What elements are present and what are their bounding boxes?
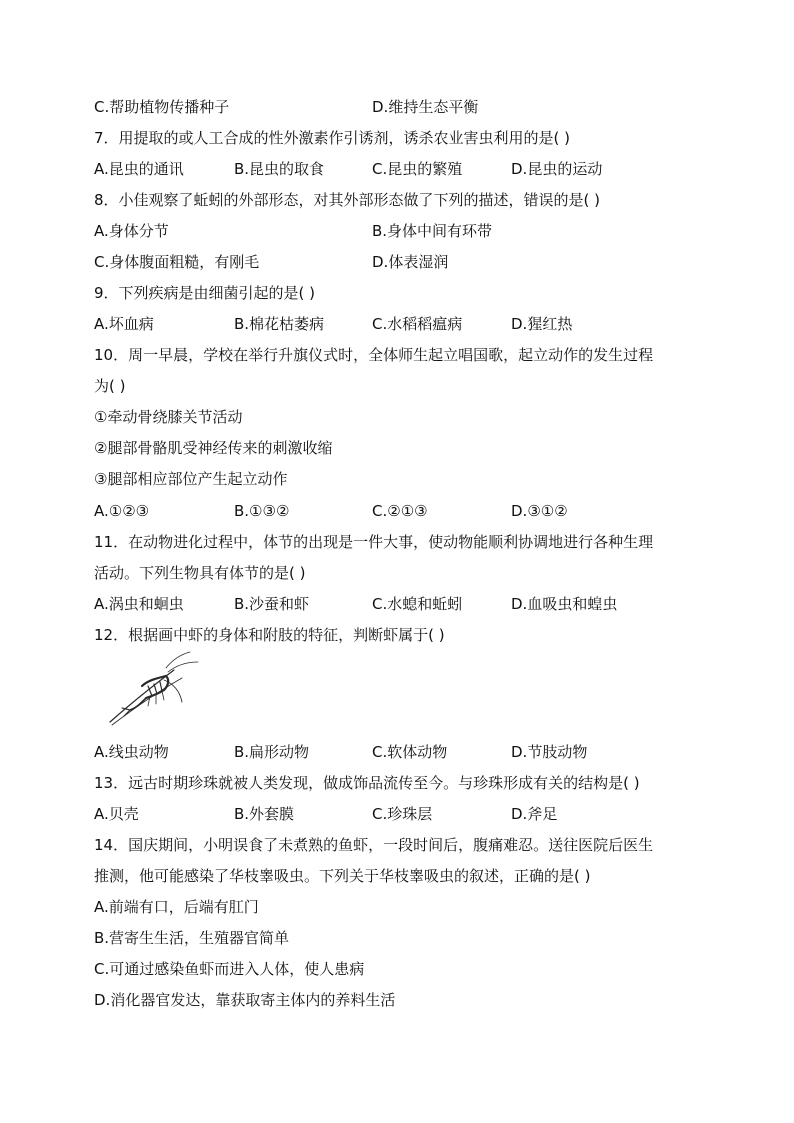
q10-option-d: D.③①② <box>511 502 568 520</box>
q8-option-b: B.身体中间有环带 <box>372 222 493 240</box>
q14-option-b: B.营寄生生活，生殖器官简单 <box>94 929 290 947</box>
q11-option-a: A.涡虫和蛔虫 <box>94 595 184 613</box>
q8-option-c: C.身体腹面粗糙，有刚毛 <box>94 253 260 271</box>
q10-option-b: B.①③② <box>234 502 290 520</box>
q9-stem: 9．下列疾病是由细菌引起的是( ) <box>94 284 316 302</box>
q14-option-a: A.前端有口，后端有肛门 <box>94 898 259 916</box>
q13-option-d: D.斧足 <box>511 805 558 823</box>
q8-option-a: A.身体分节 <box>94 222 169 240</box>
q9-option-c: C.水稻稻瘟病 <box>372 315 463 333</box>
q7-stem: 7．用提取的或人工合成的性外激素作引诱剂，诱杀农业害虫利用的是( ) <box>94 129 571 147</box>
shrimp-illustration <box>108 650 200 730</box>
q12-option-d: D.节肢动物 <box>511 743 588 761</box>
q10-stem-line2: 为( ) <box>94 377 126 395</box>
q6-option-c: C.帮助植物传播种子 <box>94 98 230 116</box>
q13-stem: 13．远古时期珍珠就被人类发现，做成饰品流传至今。与珍珠形成有关的结构是( ) <box>94 774 640 792</box>
q13-option-b: B.外套膜 <box>234 805 295 823</box>
q14-stem-line1: 14．国庆期间，小明误食了未煮熟的鱼虾，一段时间后，腹痛难忍。送往医院后医生 <box>94 836 654 854</box>
q10-stem-line1: 10．周一早晨，学校在举行升旗仪式时，全体师生起立唱国歌，起立动作的发生过程 <box>94 346 654 364</box>
q12-stem: 12．根据画中虾的身体和附肢的特征，判断虾属于( ) <box>94 626 445 644</box>
q14-option-c: C.可通过感染鱼虾而进入人体，使人患病 <box>94 960 365 978</box>
q10-step-1: ①牵动骨绕膝关节活动 <box>94 408 243 426</box>
q8-stem: 8．小佳观察了蚯蚓的外部形态，对其外部形态做了下列的描述，错误的是( ) <box>94 191 601 209</box>
q12-option-a: A.线虫动物 <box>94 743 169 761</box>
q11-stem-line1: 11．在动物进化过程中，体节的出现是一件大事，使动物能顺利协调地进行各种生理 <box>94 533 654 551</box>
q10-step-2: ②腿部骨骼肌受神经传来的刺激收缩 <box>94 439 333 457</box>
q11-option-b: B.沙蚕和虾 <box>234 595 310 613</box>
q11-option-d: D.血吸虫和蝗虫 <box>511 595 618 613</box>
q10-option-c: C.②①③ <box>372 502 428 520</box>
q11-stem-line2: 活动。下列生物具有体节的是( ) <box>94 564 306 582</box>
q7-option-a: A.昆虫的通讯 <box>94 160 184 178</box>
q8-option-d: D.体表湿润 <box>372 253 449 271</box>
q10-step-3: ③腿部相应部位产生起立动作 <box>94 470 288 488</box>
q7-option-c: C.昆虫的繁殖 <box>372 160 463 178</box>
q12-option-b: B.扁形动物 <box>234 743 310 761</box>
q9-option-a: A.坏血病 <box>94 315 154 333</box>
q10-option-a: A.①②③ <box>94 502 150 520</box>
q9-option-d: D.猩红热 <box>511 315 573 333</box>
q6-option-d: D.维持生态平衡 <box>372 98 479 116</box>
q11-option-c: C.水螅和蚯蚓 <box>372 595 463 613</box>
q14-stem-line2: 推测，他可能感染了华枝睾吸虫。下列关于华枝睾吸虫的叙述，正确的是( ) <box>94 867 591 885</box>
q13-option-c: C.珍珠层 <box>372 805 433 823</box>
q14-option-d: D.消化器官发达，靠获取寄主体内的养料生活 <box>94 991 396 1009</box>
q7-option-b: B.昆虫的取食 <box>234 160 325 178</box>
q13-option-a: A.贝壳 <box>94 805 139 823</box>
q9-option-b: B.棉花枯萎病 <box>234 315 325 333</box>
q7-option-d: D.昆虫的运动 <box>511 160 603 178</box>
q12-option-c: C.软体动物 <box>372 743 448 761</box>
